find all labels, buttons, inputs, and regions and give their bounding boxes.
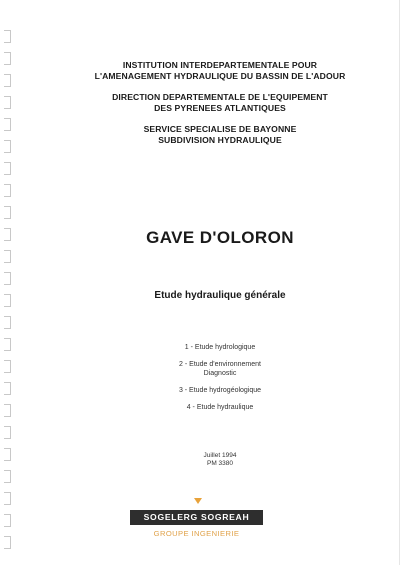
company-tagline: GROUPE INGENIERIE [153, 529, 240, 538]
binding-hole [4, 184, 11, 197]
study-part-label: 1 - Etude hydrologique [184, 344, 256, 351]
binding-hole [4, 316, 11, 329]
study-part-item [40, 360, 400, 378]
binding-hole [4, 74, 11, 87]
study-part-item [40, 403, 400, 412]
binding-hole [4, 514, 11, 527]
binding-hole [4, 118, 11, 131]
study-part-label: 2 - Etude d'environnement [179, 361, 261, 368]
binding-hole [4, 360, 11, 373]
document-subtitle: Etude hydraulique générale [154, 290, 286, 301]
document-title: GAVE D'OLORON [146, 228, 294, 247]
study-parts-list [40, 343, 400, 420]
study-part-label: 4 - Etude hydraulique [186, 404, 254, 411]
binding-hole [4, 52, 11, 65]
binding-hole [4, 338, 11, 351]
binding-hole [4, 30, 11, 43]
direction-line: DES PYRENEES ATLANTIQUES [154, 103, 286, 113]
binding-hole [4, 228, 11, 241]
study-part-label: 3 - Etude hydrogéologique [178, 387, 262, 394]
study-part-item [40, 386, 400, 395]
binding-hole [4, 470, 11, 483]
binding-hole [4, 206, 11, 219]
institution-block [40, 60, 400, 82]
institution-line: L'AMENAGEMENT HYDRAULIQUE DU BASSIN DE L'ADOUR [94, 71, 346, 81]
binding-hole [4, 448, 11, 461]
issuing-authorities [40, 60, 400, 156]
binding-hole [4, 426, 11, 439]
binding-hole [4, 250, 11, 263]
service-line: SUBDIVISION HYDRAULIQUE [158, 135, 282, 145]
institution-line: INSTITUTION INTERDEPARTEMENTALE POUR [122, 60, 318, 70]
binding-hole [4, 382, 11, 395]
binding-hole [4, 162, 11, 175]
document-date: Juillet 1994 [203, 452, 237, 459]
direction-line: DIRECTION DEPARTEMENTALE DE L'EQUIPEMENT [112, 92, 328, 102]
binding-hole [4, 96, 11, 109]
document-reference: PM 3380 [206, 460, 234, 467]
binding-hole [4, 404, 11, 417]
company-logo: SOGELERG SOGREAH [130, 510, 263, 525]
direction-block [40, 92, 400, 114]
service-line: SERVICE SPECIALISE DE BAYONNE [143, 124, 297, 134]
binding-holes [0, 0, 22, 565]
study-part-label: Diagnostic [203, 370, 237, 377]
study-part-item [40, 343, 400, 352]
document-date-reference [40, 452, 400, 468]
logo-marker-icon [194, 498, 202, 504]
binding-hole [4, 140, 11, 153]
binding-hole [4, 272, 11, 285]
binding-hole [4, 536, 11, 549]
service-block [40, 124, 400, 146]
binding-hole [4, 492, 11, 505]
binding-hole [4, 294, 11, 307]
